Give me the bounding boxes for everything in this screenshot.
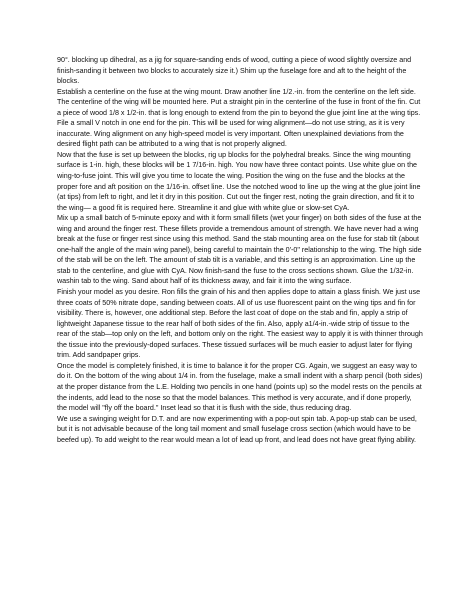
paragraph-centerline: Establish a centerline on the fuse at the wing mount. Draw another line 1/2.-in. from the centerline on the left side. The centerline of the wing will be mounted here. Put a straight pin in the centerline of the fuse in front of the fin. Cut a piece of wood 1/8 x 1/2-in. that is long enough to extend from the pin to beyond the glue joint line at the wing tips. File a small V notch in one end for the pin. This will be used for wing alignment—do not use string, as it is very inaccurate. Wing alignment on any high-speed model is very important. Often unexplained deviations from the desired flight path can be attributed to a wing that is not properly aligned.	[57, 87, 421, 149]
paragraph-epoxy-fillets: Mix up a small batch of 5-minute epoxy and with it form small fillets (wet your finger) on both sides of the fuse at the wing and around the finger rest. These fillets provide a tremendous amount of strength. We have never had a wing break at the fuse or finger rest since using this method. Sand the stab mounting area on the fuse for stab tilt (about one-half the angle of the main wing panel), being careful to maintain the 0'-0" relationship to the wing. The high side of the stab will be on the left. The amount of stab tilt is a variable, and this setting is an approximation. Line up the stab to the centerline, and glue with CyA. Now finish-sand the fuse to the cross sections shown. Glue the 1/32-in. washin tab to the wing. Sand about half of its thickness away, and fair it into the wing surface.	[57, 214, 422, 286]
paragraph-dethermalizer: We use a swinging weight for D.T. and are now experimenting with a pop-out spin tab. A pop-up stab can be used, but it is not advisable because of the long tail moment and small fuselage cross section (which would have to be beefed up). To add weight to the rear would mean a lot of lead up front, and lead does not have great flying ability.	[57, 414, 417, 444]
paragraph-jig-note: 90°. blocking up dihedral, as a jig for square-sanding ends of wood, cutting a piece of wood slightly oversize and finish-sanding it between two blocks to accurately size it.) Shim up the fuselage fore and aft to the height of the blocks.	[57, 56, 412, 86]
paragraph-balancing: Once the model is completely finished, it is time to balance it for the proper CG. Again, we suggest an easy way to do it. On the bottom of the wing about 1/4 in. from the fuselage, make a small indent with a sharp pencil (both sides) at the proper distance from the L.E. Holding two pencils in one hand (points up) so the model rests on the pencils at the indents, add lead to the nose so that the model balances. This method is very accurate, and if done properly, the model will "fly off the board." Inset lead so that it is flush with the side, thus reducing drag.	[57, 361, 423, 413]
document-page	[57, 55, 423, 445]
paragraph-finishing: Finish your model as you desire. Ron fills the grain of his and then applies dope to attain a glass finish. We just use three coats of 50% nitrate dope, sanding between coats. All of us use fluorescent paint on the wing tips and fin for visibility. There is, however, one additional step. Before the last coat of dope on the stab and fin, apply a strip of lightweight Japanese tissue to the rear half of both sides of the fin. Also, apply a1/4-in.-wide strip of tissue to the rear of the stab—top only on the left, and bottom only on the right. The easiest way to apply it is with thinner through the tissue into the previously-doped surfaces. These tissued surfaces will be much easier to adjust later for flying trim. Add sandpaper grips.	[57, 288, 423, 360]
paragraph-polyhedral-blocks: Now that the fuse is set up between the blocks, rig up blocks for the polyhedral breaks. Since the wing mounting surface is 1-in. high, these blocks will be 1 7/16-in. high. You now have three contact points. Use white glue on the wing-to-fuse joint. This will give you time to locate the wing. Position the wing on the fuse and the blocks at the proper fore and aft position on the 1/16-in. offset line. Use the notched wood to line up the wing at the glue joint line (at tips) from left to right, and let it dry in this position. Cut out the finger rest, noting the grain direction, and fit it to the wing— a good fit is required here. Streamline it and glue with white glue or slow-set CyA.	[57, 150, 421, 212]
